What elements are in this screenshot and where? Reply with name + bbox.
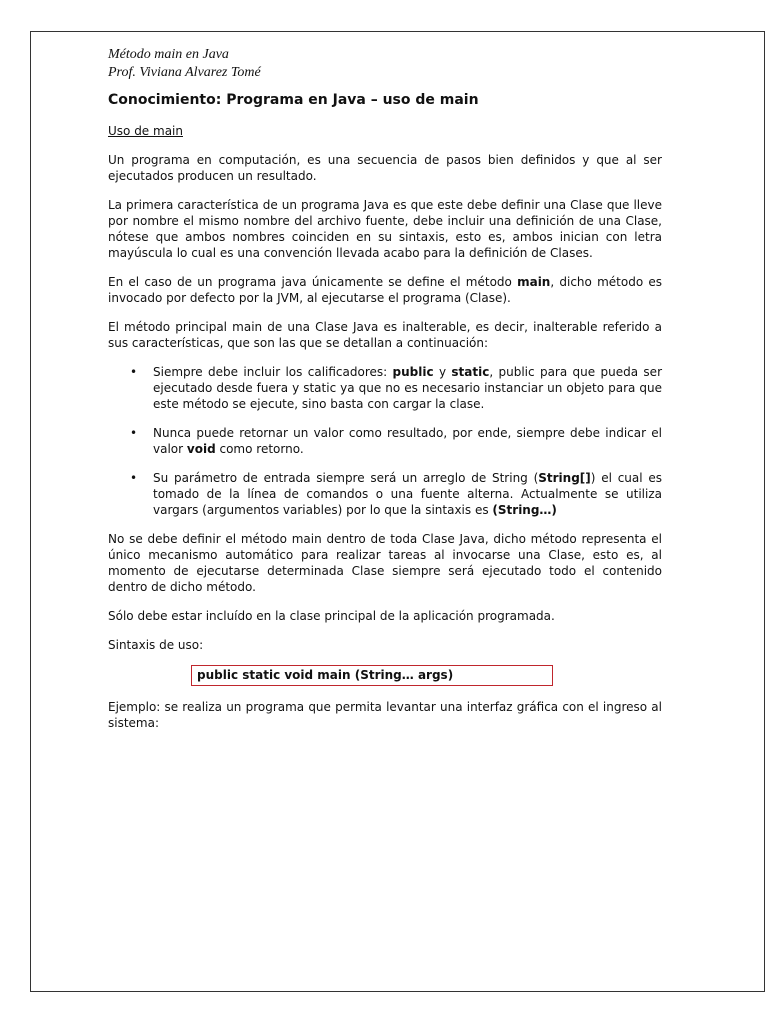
list-item-text: , public para que pueda ser ejecutado desde fuera y static ya que no es necesario instanciar un objeto para que este método se ejecute, sino basta con cargar la clase. xyxy=(153,365,662,411)
paragraph-definition: Un programa en computación, es una secuencia de pasos bien definidos y que al ser ejecutados producen un resultado. xyxy=(108,153,662,183)
bold-term: void xyxy=(186,442,216,456)
list-item-text: Nunca puede retornar un valor como resultado, por ende, siempre debe indicar el valor xyxy=(153,426,662,456)
paragraph-syntax-label: Sintaxis de uso: xyxy=(108,638,204,652)
bold-term: static xyxy=(451,365,490,379)
bold-term: String[] xyxy=(538,471,591,485)
document-page xyxy=(30,31,765,992)
bullet-icon: • xyxy=(130,471,138,485)
section-heading: Uso de main xyxy=(108,124,183,138)
list-item xyxy=(108,470,662,518)
bullet-icon: • xyxy=(130,426,138,440)
list-item-text: como retorno. xyxy=(215,442,304,456)
header-course: Método main en Java xyxy=(108,47,229,62)
paragraph-inalterable: El método principal main de una Clase Java es inalterable, es decir, inalterable referido a sus características, que son las que se detallan a continuación: xyxy=(108,320,662,350)
document-title: Conocimiento: Programa en Java – uso de main xyxy=(108,92,479,108)
paragraph-first-characteristic: La primera característica de un programa Java es que este debe definir una Clase que lleve por nombre el mismo nombre del archivo fuente, debe incluir una definición de una Clase, nótese que ambos nombres coinciden en su sintaxis, esto es, ambos inician con letra mayúscula lo cual es una convención llevada acabo para la definición de Clases. xyxy=(108,198,662,260)
paragraph-text: , dicho método es invocado por defecto por la JVM, al ejecutarse el programa (Clase). xyxy=(108,275,663,305)
paragraph-text: En el caso de un programa java únicamente se define el método xyxy=(108,275,518,289)
bold-term: main xyxy=(517,275,551,289)
bold-term: (String…) xyxy=(492,503,557,517)
list-item-text: ) el cual es tomado de la línea de comandos o una fuente alterna. Actualmente se utiliza vargars (argumentos variables) por lo que la sintaxis es xyxy=(153,471,662,517)
list-item xyxy=(108,364,662,412)
list-item-text: y xyxy=(433,365,452,379)
list-item-text: Siempre debe incluir los calificadores: xyxy=(153,365,393,379)
paragraph-example: Ejemplo: se realiza un programa que permita levantar una interfaz gráfica con el ingreso al sistema: xyxy=(108,700,662,730)
list-item xyxy=(108,425,662,457)
bold-term: public xyxy=(392,365,434,379)
paragraph-not-every-class: No se debe definir el método main dentro de toda Clase Java, dicho método representa el único mecanismo automático para realizar tareas al invocarse una Clase, esto es, al momento de ejecutarse determinada Clase siempre será ejecutado todo el contenido dentro de dicho método. xyxy=(108,532,662,594)
list-item-text: Su parámetro de entrada siempre será un arreglo de String ( xyxy=(153,471,539,485)
characteristics-list xyxy=(108,364,662,518)
paragraph-main-method xyxy=(108,274,662,306)
header-professor: Prof. Viviana Alvarez Tomé xyxy=(108,65,261,80)
bullet-icon: • xyxy=(130,365,138,379)
syntax-code-box: public static void main (String… args) xyxy=(191,665,553,686)
document-content xyxy=(108,46,662,731)
paragraph-main-class: Sólo debe estar incluído en la clase principal de la aplicación programada. xyxy=(108,609,555,623)
